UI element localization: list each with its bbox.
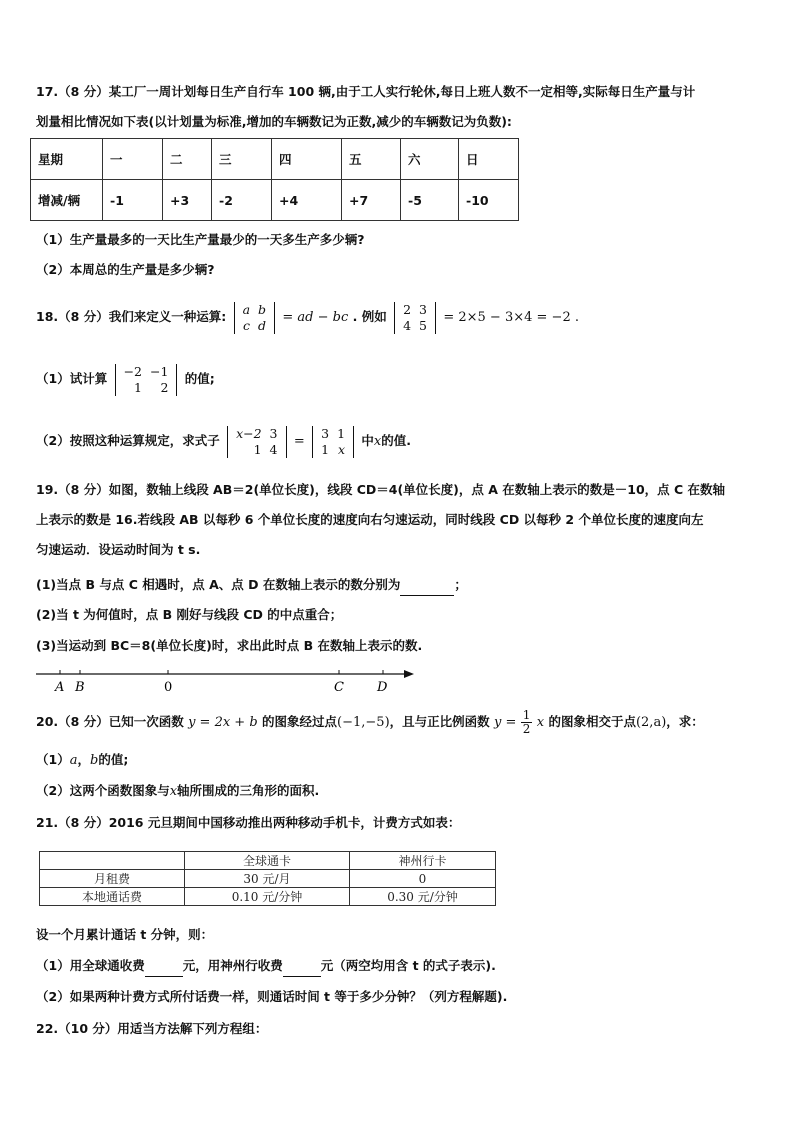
q21-sub1-line [36,956,496,977]
table-cell: 星期 [31,139,103,180]
q19-sub1: (1)当点 B 与点 C 相遇时，点 A、点 D 在数轴上表示的数分别为 [36,577,401,592]
q20-sub1-b: b [89,753,99,768]
q19-line1: 19.（8 分）如图，数轴上线段 AB＝2(单位长度)，线段 CD＝4(单位长度)，点 A 在数轴上表示的数是－10，点 C 在数轴 [36,482,726,497]
q20-p5: ，求： [666,714,704,729]
table-cell: +7 [342,180,401,221]
table-cell: 全球通卡 [185,852,350,870]
matrix-entry: d [258,317,267,333]
table-row [31,139,519,180]
matrix-entry: 3 [321,425,330,441]
table-cell: -5 [401,180,459,221]
q18-sub2-var: x [373,434,382,449]
q18-sub2-right-determinant [312,426,354,458]
q18-sub2-prefix: （2）按照这种运算规定，求式子 [36,433,220,448]
table-cell: -10 [459,180,519,221]
arrow-head-icon [404,670,414,678]
q18-sub2-suffix-pre: 中 [361,433,374,448]
matrix-entry: x [337,441,346,457]
table-cell: 日 [459,139,519,180]
matrix-entry: 3 [419,301,427,317]
answer-blank[interactable] [400,575,454,596]
table-cell: 一 [103,139,163,180]
q18-sub2-suffix-post: 的值. [381,433,411,448]
table-cell: 六 [401,139,459,180]
label-c: C [334,680,344,695]
q20-function2-lhs: y = [494,715,517,730]
q18-definition-line [36,298,579,337]
answer-blank[interactable] [145,956,183,977]
matrix-entry: 4 [403,317,412,333]
matrix-entry: a [242,301,251,317]
answer-blank[interactable] [283,956,321,977]
q18-example-label: . 例如 [352,309,387,324]
table-cell: 增减/辆 [31,180,103,221]
table-cell: -1 [103,180,163,221]
matrix-entry: −2 [123,363,142,379]
q20-fraction [521,709,533,736]
matrix-entry: b [258,301,267,317]
table-row [40,870,496,888]
q20-sub1-a: a [69,753,78,768]
q20-p3: ，且与正比例函数 [389,714,490,729]
q20-point2: (2,a) [635,715,667,730]
table-cell: 五 [342,139,401,180]
table-row [40,852,496,870]
q18-sub1-line [36,360,215,398]
q18-sub1-prefix: （1）试计算 [36,371,108,386]
table-row [40,888,496,906]
q20-p4: 的图象相交于点 [548,714,636,729]
q18-example-result: = 2×5 − 3×4 = −2 . [443,310,579,325]
q18-example-determinant [394,302,436,334]
q17-sub2: （2）本周总的生产量是多少辆? [36,262,215,277]
q20-p1: 20.（8 分）已知一次函数 [36,714,184,729]
table-cell: +4 [272,180,342,221]
q21-sub1-b: 元，用神州行收费 [182,958,283,973]
q19-sub1-line [36,575,467,596]
matrix-entry: 4 [269,441,278,457]
q21-line2: 设一个月累计通话 t 分钟，则： [36,927,214,942]
matrix-entry: 1 [321,441,330,457]
q18-sub1-suffix: 的值; [184,371,215,386]
q20-sub1-post: 的值; [98,752,129,767]
fraction-denominator: 2 [522,722,531,736]
q20-sub2-post: 轴所围成的三角形的面积. [177,783,320,798]
q21-sub1-c: 元（两空均用含 t 的式子表示). [320,958,496,973]
table-cell: 二 [163,139,212,180]
matrix-entry: 3 [269,425,278,441]
q17-table [30,138,519,221]
q17-sub1: （1）生产量最多的一天比生产量最少的一天多生产多少辆? [36,232,365,247]
matrix-entry: 1 [134,379,142,395]
table-cell: 0.30 元/分钟 [350,888,496,906]
q18-intro: 18.（8 分）我们来定义一种运算: [36,309,227,324]
matrix-entry: c [243,317,251,333]
q17-line2: 划量相比情况如下表(以计划量为标准,增加的车辆数记为正数,减少的车辆数记为负数): [36,114,512,129]
table-cell: 四 [272,139,342,180]
table-cell: 月租费 [40,870,185,888]
fraction-numerator: 1 [522,708,531,722]
q20-sub1-line [36,750,128,771]
matrix-entry: 2 [403,301,412,317]
q20-function2-var: x [536,715,545,730]
table-cell [40,852,185,870]
table-row [31,180,519,221]
q21-sub1-a: （1）用全球通收费 [36,958,145,973]
q18-sub2-equals: = [293,434,305,449]
table-cell: 30 元/月 [185,870,350,888]
matrix-entry: −1 [150,363,169,379]
label-a: A [55,680,65,695]
q22-heading: 22.（10 分）用适当方法解下列方程组： [36,1021,268,1036]
q21-table [39,851,496,906]
table-cell: +3 [163,180,212,221]
q19-line2: 上表示的数是 16.若线段 AB 以每秒 6 个单位长度的速度向右匀速运动，同时线段 CD 以每秒 2 个单位长度的速度向左 [36,512,704,527]
matrix-entry: x−2 [236,425,262,441]
label-zero: 0 [164,680,173,695]
q19-sub3: (3)当运动到 BC＝8(单位长度)时，求出此时点 B 在数轴上表示的数. [36,638,423,653]
q20-sub1-mid: ， [77,752,90,767]
matrix-entry: 1 [253,441,262,457]
q21-line1: 21.（8 分）2016 元旦期间中国移动推出两种移动手机卡，计费方式如表： [36,815,461,830]
q20-sub2-line [36,781,319,802]
table-cell: 三 [212,139,272,180]
q18-sub1-determinant [115,364,178,396]
table-cell: 神州行卡 [350,852,496,870]
table-cell: -2 [212,180,272,221]
matrix-entry: 5 [419,317,427,333]
q20-sub2-pre: （2）这两个函数图象与 [36,783,170,798]
q20-sub1-pre: （1） [36,752,70,767]
q18-sub2-line [36,422,411,461]
label-b: B [75,680,85,695]
q18-sub2-left-determinant [227,426,286,458]
q19-sub1-end: ； [454,577,467,592]
q20-sub2-var: x [169,784,178,799]
q19-line3: 匀速运动．设运动时间为 t s. [36,542,201,557]
matrix-entry: 2 [160,379,169,395]
q20-line1 [36,707,704,738]
q19-sub2: (2)当 t 为何值时，点 B 刚好与线段 CD 的中点重合； [36,607,343,622]
q20-function1: y = 2x + b [188,715,258,730]
table-cell: 0.10 元/分钟 [185,888,350,906]
matrix-entry: 1 [337,425,346,441]
q20-point1: (−1,−5) [337,715,390,730]
q18-def-result: = ad − bc [282,310,349,325]
table-cell: 本地通话费 [40,888,185,906]
number-line-diagram [34,664,418,696]
q20-p2: 的图象经过点 [262,714,338,729]
table-cell: 0 [350,870,496,888]
q21-sub2: （2）如果两种计费方式所付话费一样，则通话时间 t 等于多少分钟？（列方程解题). [36,989,508,1004]
q18-def-determinant [234,302,275,334]
q17-line1: 17.（8 分）某工厂一周计划每日生产自行车 100 辆,由于工人实行轮休,每日上班人数不一定相等,实际每日生产量与计 [36,84,696,99]
label-d: D [377,680,388,695]
